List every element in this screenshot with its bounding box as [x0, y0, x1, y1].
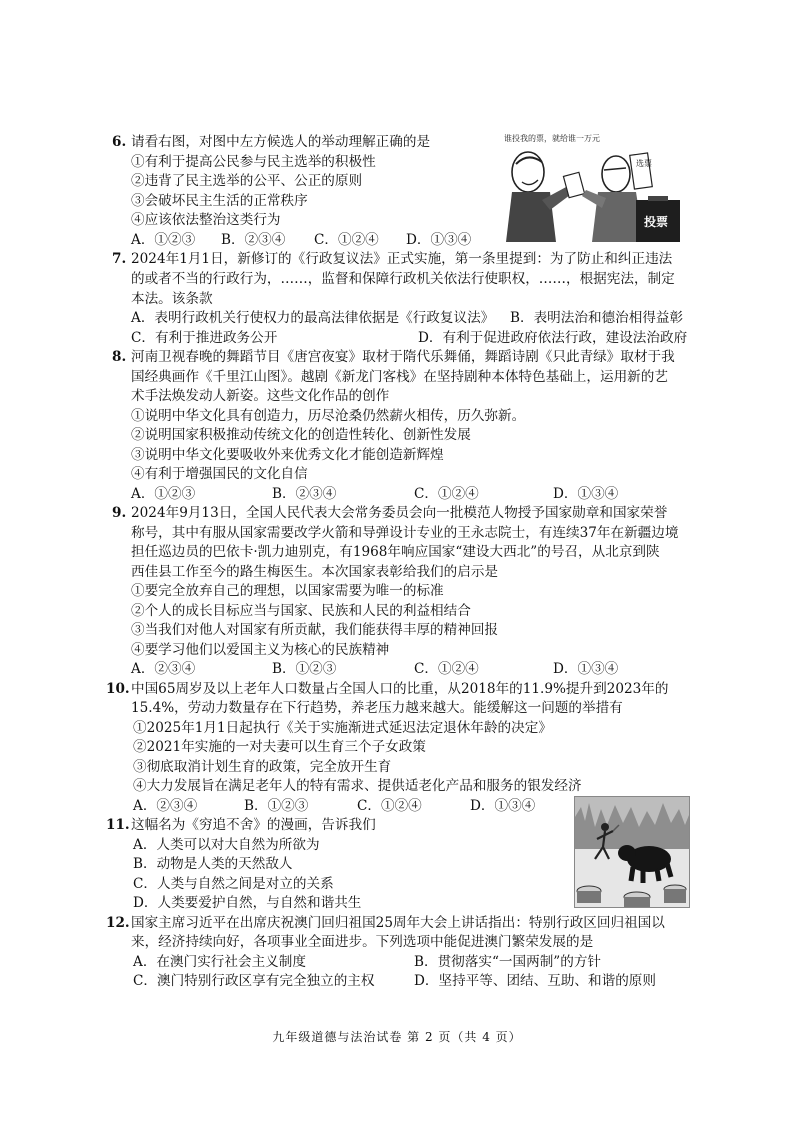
question-6-item: ④应该依法整治这类行为: [131, 212, 281, 228]
question-12-option-b[interactable]: B．贯彻落实“一国两制”的方针: [414, 954, 602, 970]
question-9-item: ①要完全放弃自己的理想，以国家需要为唯一的标准: [131, 583, 444, 599]
question-7-stem-line: 本法。该条款: [131, 291, 213, 307]
question-6-option-b[interactable]: B．②③④: [221, 232, 286, 248]
question-12-stem-line: 国家主席习近平在出席庆祝澳门回归祖国25周年大会上讲话指出：特别行政区回归祖国以: [131, 915, 665, 931]
question-11-option-d[interactable]: D．人类要爱护自然，与自然和谐共生: [133, 895, 362, 911]
question-8-option-d[interactable]: D．①③④: [553, 486, 619, 502]
question-10-item: ①2025年1月1日起执行《关于实施渐进式延迟法定退休年龄的决定》: [133, 720, 552, 736]
question-10-option-c[interactable]: C．①②④: [357, 798, 422, 814]
question-9-option-d[interactable]: D．①③④: [553, 661, 619, 677]
question-10-stem-line: 中国65周岁及以上老年人口数量占全国人口的比重，从2018年的11.9%提升到2023年的: [131, 681, 669, 697]
question-6-item: ③会破坏民主生活的正常秩序: [131, 193, 308, 209]
question-9-item: ④要学习他们以爱国主义为核心的民族精神: [131, 642, 390, 658]
question-6-option-a[interactable]: A．①②③: [131, 232, 196, 248]
question-8-stem-line: 术手法焕发动人新姿。这些文化作品的创作: [131, 388, 390, 404]
question-7-option-a[interactable]: A．表明行政机关行使权力的最高法律依据是《行政复议法》: [131, 310, 495, 326]
question-9-option-a[interactable]: A．②③④: [131, 661, 196, 677]
question-6-option-c[interactable]: C．①②④: [314, 232, 379, 248]
question-8-stem-line: 河南卫视春晚的舞蹈节目《唐宫夜宴》取材于隋代乐舞俑，舞蹈诗剧《只此青绿》取材于我: [131, 349, 675, 365]
question-10-stem-line: 15.4%，劳动力数量存在下行趋势，养老压力越来越大。能缓解这一问题的举措有: [131, 700, 623, 716]
question-11-option-b[interactable]: B．动物是人类的天然敌人: [133, 856, 293, 872]
question-9-stem-line: 称号，其中有服从国家需要改学火箭和导弹设计专业的王永志院士，有连续37年在新疆边境: [131, 525, 679, 541]
question-9-item: ③当我们对他人对国家有所贡献，我们能获得丰厚的精神回报: [131, 622, 499, 638]
question-7-option-d[interactable]: D．有利于促进政府依法行政，建设法治政府: [418, 330, 688, 346]
question-10-option-a[interactable]: A．②③④: [133, 798, 198, 814]
question-7-option-c[interactable]: C．有利于推进政务公开: [131, 330, 278, 346]
question-7-number: 7.: [112, 251, 127, 267]
question-7-stem-line: 2024年1月1日，新修订的《行政复议法》正式实施，第一条里提到：为了防止和纠正违法: [131, 251, 673, 267]
question-9-stem-line: 2024年9月13日，全国人民代表大会常务委员会向一批模范人物授予国家勋章和国家荣誉: [131, 505, 668, 521]
question-6-option-d[interactable]: D．①③④: [406, 232, 472, 248]
question-10-item: ②2021年实施的一对夫妻可以生育三个子女政策: [133, 739, 426, 755]
question-7-stem-line: 的或者不当的行政行为，……，监督和保障行政机关依法行使职权，……，根据宪法，制定: [131, 271, 675, 287]
question-9-stem-line: 西佳县工作至今的路生梅医生。本次国家表彰给我们的启示是: [131, 564, 499, 580]
question-6-stem: 请看右图，对图中左方候选人的举动理解正确的是: [131, 134, 431, 150]
question-9-item: ②个人的成长目标应当与国家、民族和人民的利益相结合: [131, 603, 471, 619]
page-footer: 九年级道德与法治试卷 第 2 页（共 4 页）: [272, 1030, 522, 1044]
question-11-number: 11.: [106, 817, 130, 833]
bribery-cartoon-drawing: [498, 130, 682, 242]
question-9-option-b[interactable]: B．①②③: [272, 661, 337, 677]
question-6-item: ②违背了民主选举的公平、公正的原则: [131, 173, 363, 189]
question-6-item: ①有利于提高公民参与民主选举的积极性: [131, 154, 376, 170]
bribery-cartoon-image: [498, 130, 682, 242]
question-11-option-c[interactable]: C．人类与自然之间是对立的关系: [133, 876, 334, 892]
question-8-item: ④有利于增强国民的文化自信: [131, 466, 308, 482]
question-8-item: ②说明国家积极推动传统文化的创造性转化、创新性发展: [131, 427, 471, 443]
question-10-item: ③彻底取消计划生育的政策，完全放开生育: [133, 759, 392, 775]
question-9-option-c[interactable]: C．①②④: [414, 661, 479, 677]
cartoon-box-label: 投票: [644, 215, 669, 229]
question-8-option-c[interactable]: C．①②④: [414, 486, 479, 502]
question-8-item: ③说明中华文化要吸收外来优秀文化才能创造新辉煌: [131, 447, 444, 463]
question-9-number: 9.: [112, 505, 127, 521]
question-12-stem-line: 来，经济持续向好，各项事业全面进步。下列选项中能促进澳门繁荣发展的是: [131, 934, 594, 950]
question-7-option-b[interactable]: B．表明法治和德治相得益彰: [510, 310, 684, 326]
question-10-item: ④大力发展旨在满足老年人的特有需求、提供适老化产品和服务的银发经济: [133, 778, 582, 794]
question-11-option-a[interactable]: A．人类可以对大自然为所欲为: [133, 837, 320, 853]
question-12-option-c[interactable]: C．澳门特别行政区享有完全独立的主权: [133, 973, 375, 989]
question-8-number: 8.: [112, 349, 127, 365]
bear-chase-drawing: [575, 797, 689, 907]
question-12-option-d[interactable]: D．坚持平等、团结、互助、和谐的原则: [414, 973, 656, 989]
question-12-option-a[interactable]: A．在澳门实行社会主义制度: [133, 954, 306, 970]
question-10-number: 10.: [106, 681, 130, 697]
question-8-option-b[interactable]: B．②③④: [272, 486, 337, 502]
question-10-option-d[interactable]: D．①③④: [470, 798, 536, 814]
question-8-item: ①说明中华文化具有创造力，历尽沧桑仍然薪火相传，历久弥新。: [131, 408, 526, 424]
question-9-stem-line: 担任巡边员的巴依卡·凯力迪别克，有1968年响应国家“建设大西北”的号召，从北京到陕: [131, 544, 660, 560]
cartoon-ballot-label: 选票: [636, 159, 652, 168]
question-10-option-b[interactable]: B．①②③: [244, 798, 309, 814]
cartoon-caption: 谁投我的票，就给谁一万元: [504, 134, 600, 143]
question-6-number: 6.: [112, 134, 127, 150]
question-8-option-a[interactable]: A．①②③: [131, 486, 196, 502]
question-11-stem: 这幅名为《穷追不舍》的漫画，告诉我们: [131, 817, 376, 833]
question-8-stem-line: 国经典画作《千里江山图》。越剧《新龙门客栈》在坚持剧种本体特色基础上，运用新的艺: [131, 369, 668, 385]
question-12-number: 12.: [106, 915, 130, 931]
bear-chasing-man-cartoon: [574, 796, 690, 908]
